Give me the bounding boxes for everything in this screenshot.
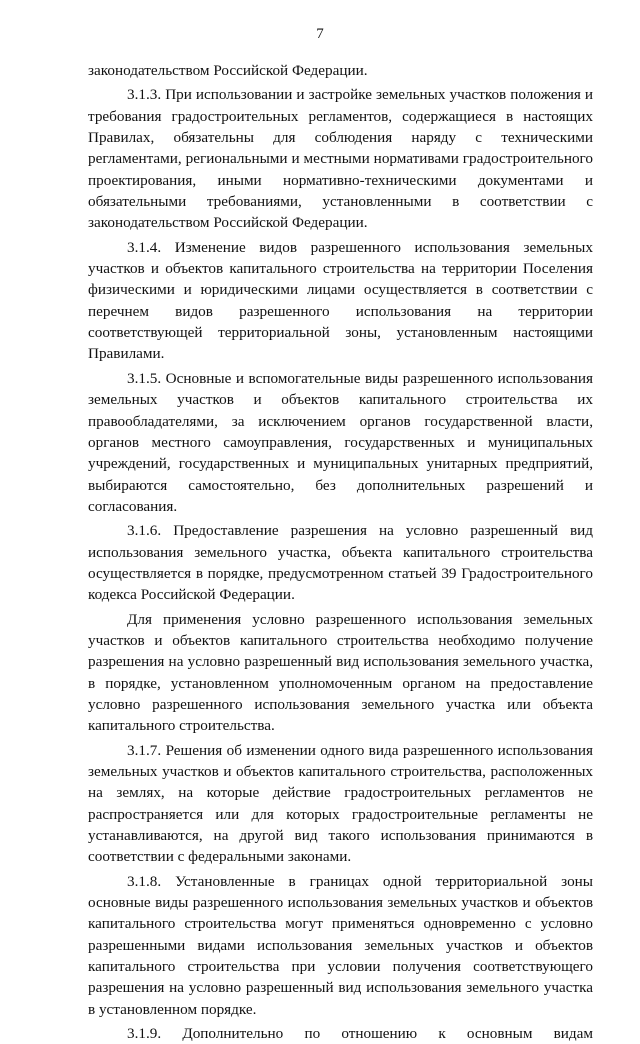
paragraph-3-1-4: 3.1.4. Изменение видов разрешенного использования земельных участков и объектов капитального строительства на территории Поселения физическими и юридическими лицами осуществляется в соответствии с перечнем видов разрешенного использования на территории соответствующей территориальной зоны, установленным настоящими Правилами. (88, 238, 593, 363)
paragraph-3-1-7: 3.1.7. Решения об изменении одного вида разрешенного использования земельных участков и объектов капитального строительства, расположенных на землях, на которые действие градостроительных регламентов не распространяется или для которых градостроительные регламенты не устанавливаются, на другой вид такого использования принимаются в соответствии с федеральными законами. (88, 741, 593, 866)
paragraph-3-1-3: 3.1.3. При использовании и застройке земельных участков положения и требования градостроительных регламентов, содержащиеся в настоящих Правилах, обязательны для соблюдения наряду с техническими регламентами, региональными и местными нормативами градостроительного проектирования, иными нормативно-техническими документами и обязательными требованиями, установленными в соответствии с законодательством Российской Федерации. (88, 86, 593, 232)
paragraph-3-1-6: 3.1.6. Предоставление разрешения на условно разрешенный вид использования земельного участка, объекта капитального строительства осуществляется в порядке, предусмотренном статьей 39 Градостроительного кодекса Российской Федерации. (88, 522, 593, 604)
document-body (88, 60, 593, 1044)
paragraph-3-1-9: 3.1.9. Дополнительно по отношению к основным видам (127, 1025, 593, 1043)
paragraph-3-1-5: 3.1.5. Основные и вспомогательные виды разрешенного использования земельных участков и объектов капитального строительства их правообладателями, за исключением органов государственной власти, органов местного самоуправления, государственных и муниципальных учреждений, государственных и муниципальных унитарных предприятий, выбираются самостоятельно, без дополнительных разрешений и согласования. (88, 369, 593, 515)
paragraph-conditional-use: Для применения условно разрешенного использования земельных участков и объектов капитального строительства необходимо получение разрешения на условно разрешенный вид использования земельного участка, в порядке, установленном уполномоченным органом на предоставление условно разрешенного использования земельного участка или объекта капитального строительства. (88, 610, 593, 735)
paragraph-continuation: законодательством Российской Федерации. (88, 62, 368, 79)
page-number: 7 (316, 26, 324, 42)
paragraph-3-1-8: 3.1.8. Установленные в границах одной территориальной зоны основные виды разрешенного использования земельных участков и объектов капитального строительства могут применяться одновременно с условно разрешенными видами использования земельных участков и объектов капитального строительства при условии получения соответствующего разрешения на условно разрешенный вид использования земельного участка в установленном порядке. (88, 872, 593, 1018)
